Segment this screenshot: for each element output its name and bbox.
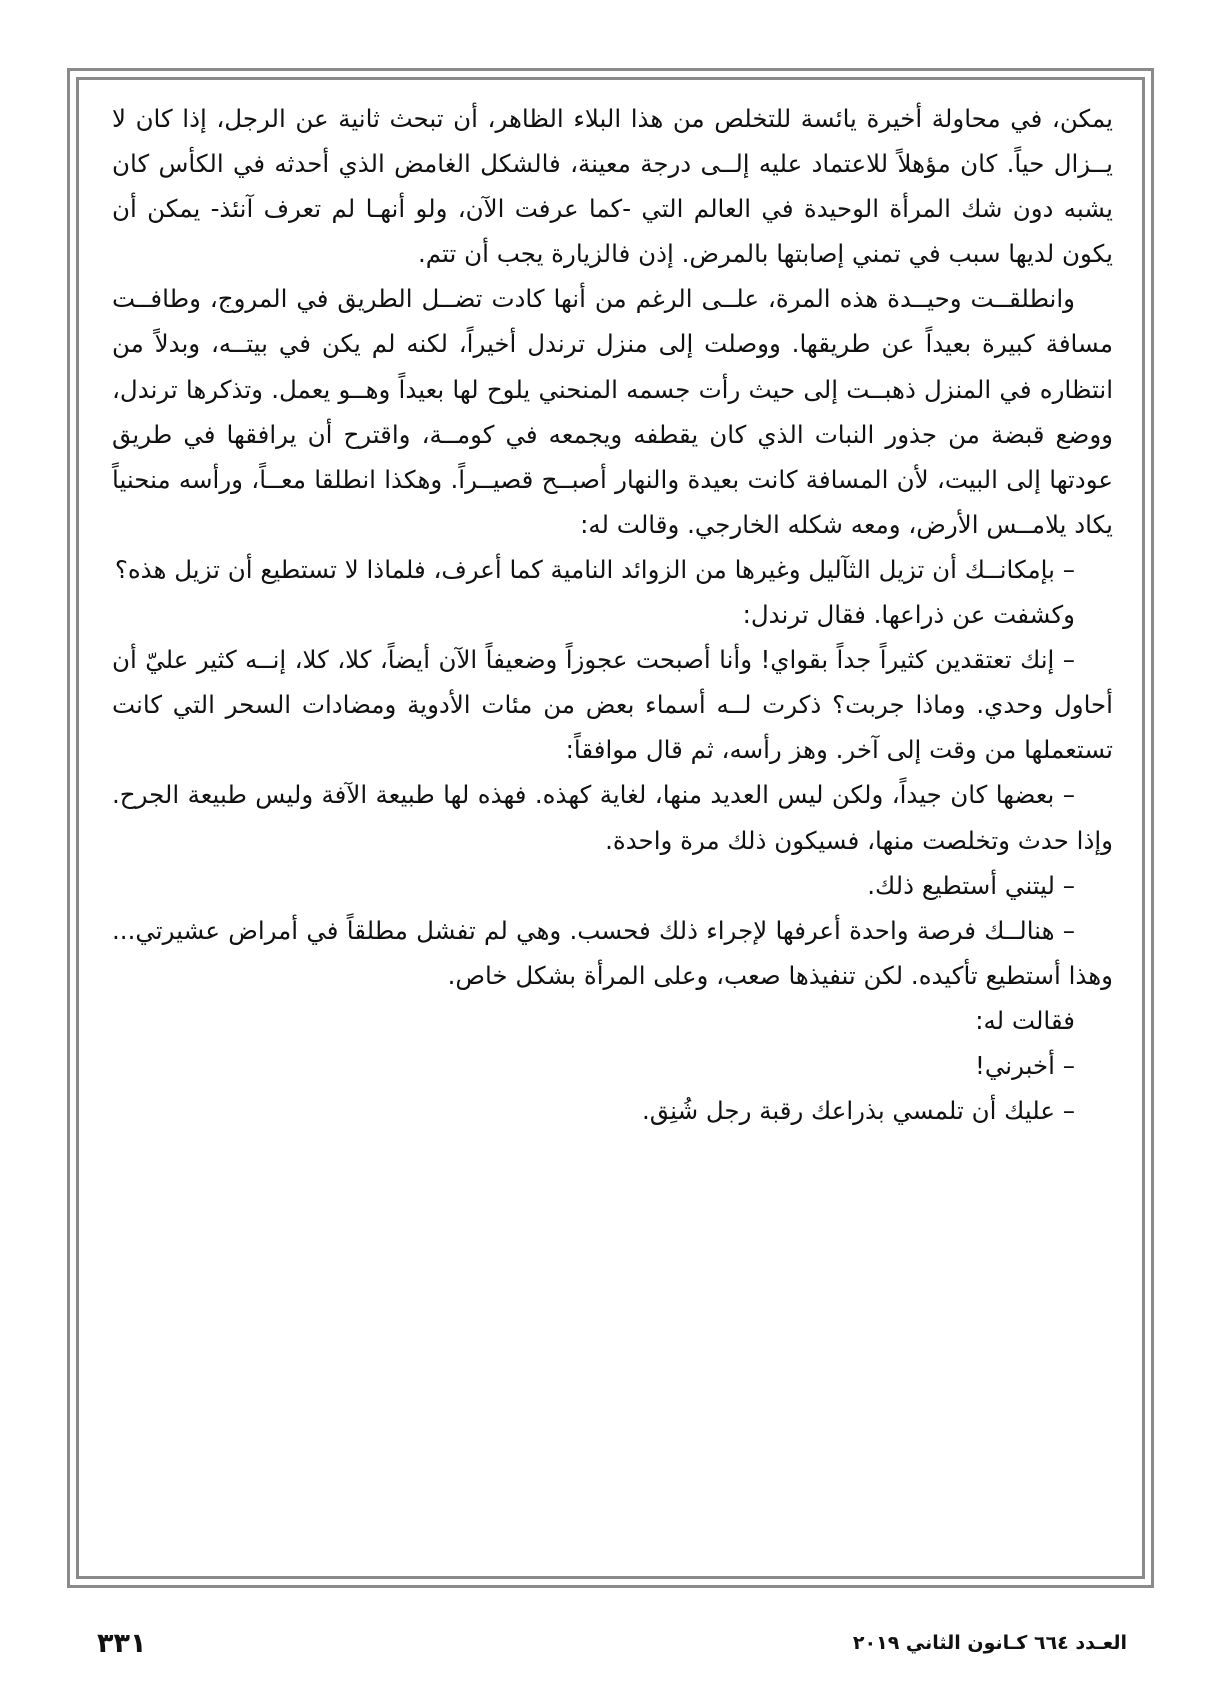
- dialogue-line-7: – عليك أن تلمسي بذراعك رقبة رجل شُنِق.: [641, 1096, 1075, 1126]
- page-number: ٣٣١: [97, 1628, 147, 1659]
- issue-label: العـدد ٦٦٤ كـانون الثاني ٢٠١٩: [852, 1632, 1127, 1654]
- dialogue-line-5: – هنالــك فرصة واحدة أعرفها لإجراء ذلك فحسب. وهي لم تفشل مطلقاً في أمراض عشيرتي... وهذا أستطيع تأكيده. لكن تنفيذها صعب، وعلى المرأة بشكل خاص.: [112, 915, 1113, 990]
- dialogue-line-4: – ليتني أستطيع ذلك.: [867, 870, 1075, 900]
- paragraph-1: يمكن، في محاولة أخيرة يائسة للتخلص من هذا البلاء الظاهر، أن تبحث ثانية عن الرجل، إذا كان لا يــزال حياً. كان مؤهلاً للاعتماد عليه إلــى درجة معينة، فالشكل الغامض الذي أحدثه في الكأس كان يشبه دون شك المرأة الوحيدة في العالم التي -كما عرفت الآن، ولو أنهـا لم تعرف آنئذ- يمكن أن يكون لديها سبب في تمني إصابتها بالمرض. إذن فالزيارة يجب أن تتم.: [112, 104, 1113, 269]
- dialogue-line-6: – أخبرني!: [975, 1050, 1075, 1080]
- dialogue-line-1: – بإمكانــك أن تزيل الثآليل وغيرها من الزوائد النامية كما أعرف، فلماذا لا تستطيع أن تزيل هذه؟: [114, 554, 1075, 584]
- paragraph-2: وانطلقــت وحيــدة هذه المرة، علــى الرغم من أنها كادت تضــل الطريق في المروج، وطافــت مسافة كبيرة بعيداً عن طريقها. ووصلت إلى منزل ترندل أخيراً، لكنه لم يكن في بيتــه، وبدلاً من انتظاره في المنزل ذهبــت إلى حيث رأت جسمه المنحني يلوح لها بعيداً وهــو يعمل. وتذكرها ترندل، ووضع قبضة من جذور النبات الذي كان يقطفه ويجمعه في كومــة، واقترح أن يرافقها في طريق عودتها إلى البيت، لأن المسافة كانت بعيدة والنهار أصبــح قصيــراً. وهكذا انطلقا معــاً، ورأسه منحنياً يكاد يلامــس الأرض، ومعه شكله الخارجي. وقالت له:: [112, 284, 1113, 539]
- dialogue-line-2: – إنك تعتقدين كثيراً جداً بقواي! وأنا أصبحت عجوزاً وضعيفاً الآن أيضاً، كلا، كلا، إنــه كثير عليّ أن أحاول وحدي. وماذا جربت؟ ذكرت لــه أسماء بعض من مئات الأدوية ومضادات السحر التي كانت تستعملها من وقت إلى آخر. وهز رأسه، ثم قال موافقاً:: [112, 645, 1113, 765]
- paragraph-4: فقالت له:: [975, 1005, 1075, 1035]
- dialogue-line-3: – بعضها كان جيداً، ولكن ليس العديد منها، لغاية كهذه. فهذه لها طبيعة الآفة وليس طبيعة الجرح. وإذا حدث وتخلصت منها، فسيكون ذلك مرة واحدة.: [112, 780, 1113, 855]
- article-body: [112, 96, 1113, 1133]
- paragraph-3: وكشفت عن ذراعها. فقال ترندل:: [742, 600, 1075, 630]
